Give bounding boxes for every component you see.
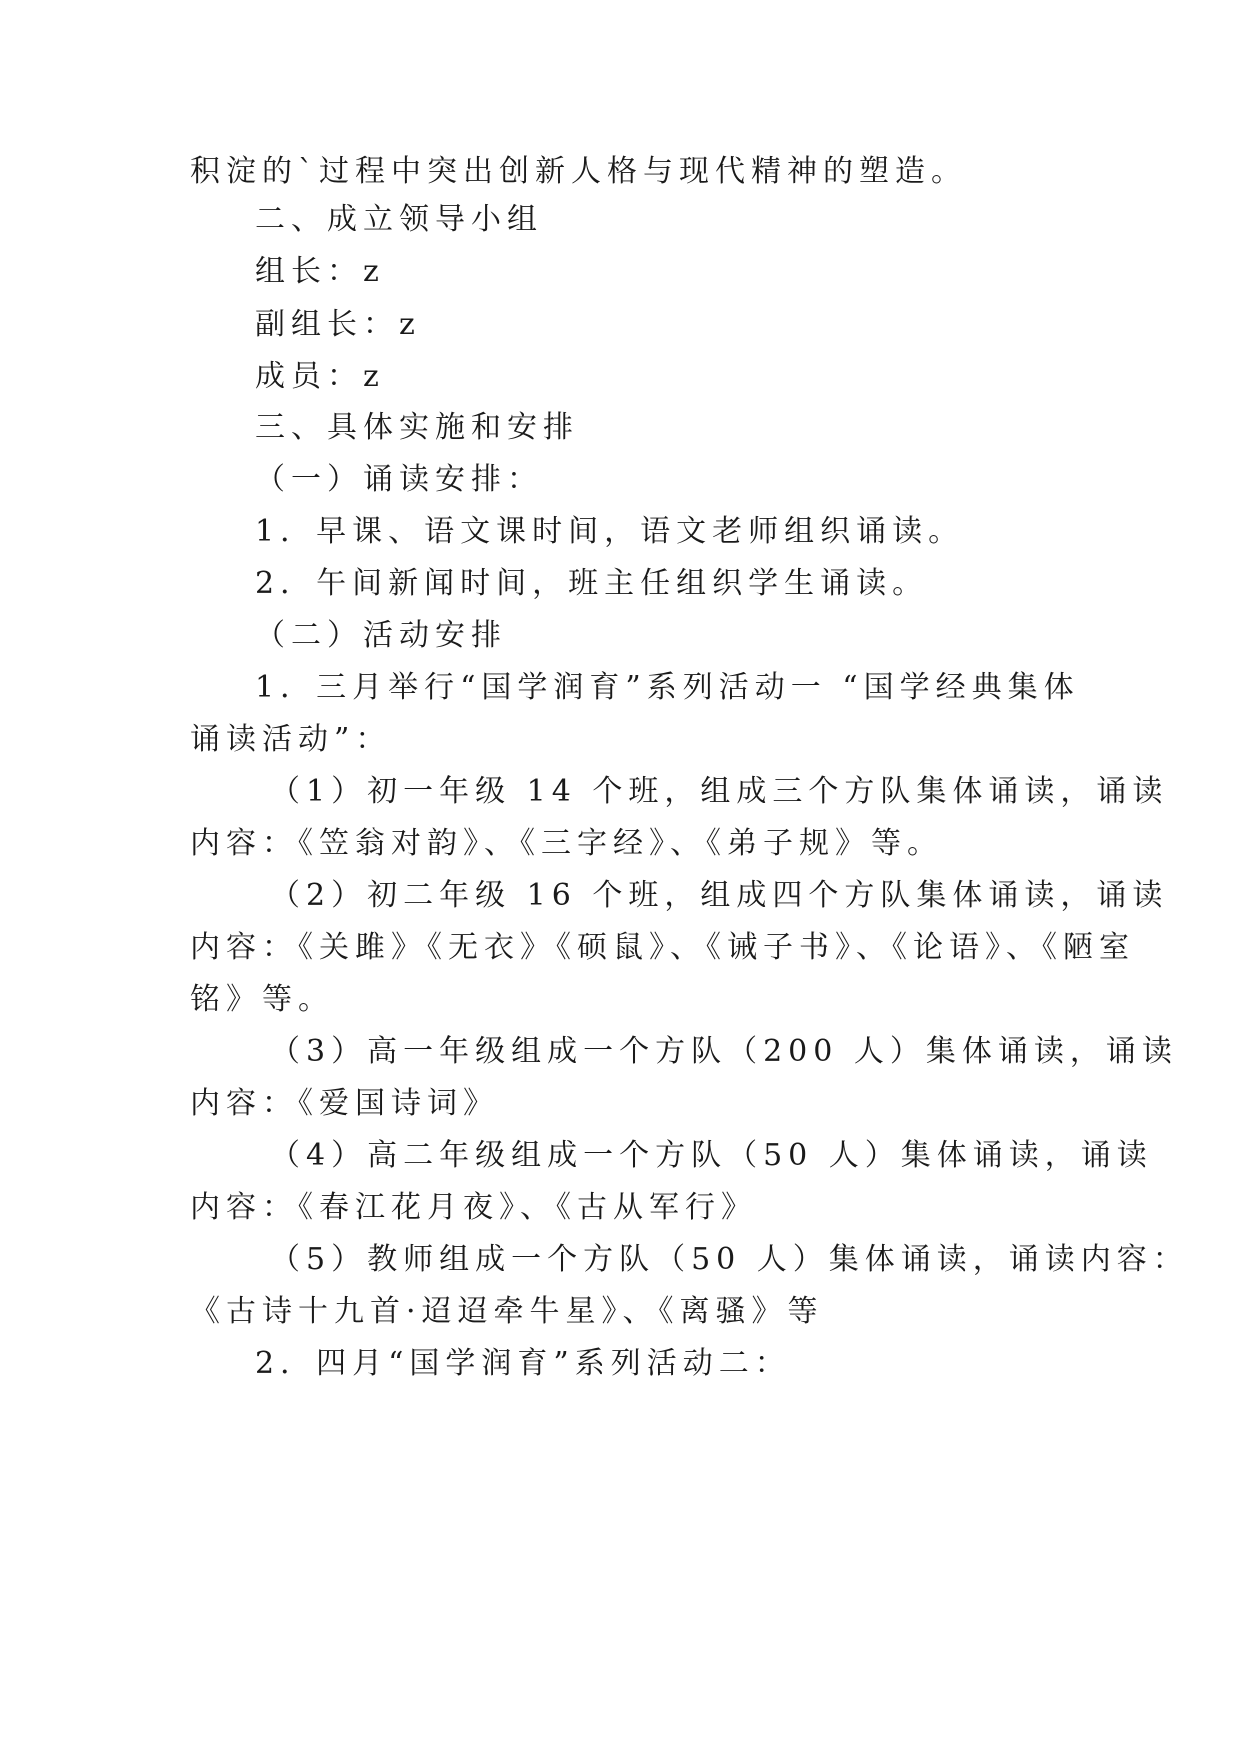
paragraph-line: （4）高二年级组成一个方队（50 人）集体诵读，诵读 (270, 1138, 1153, 1173)
paragraph-line: 2．午间新闻时间，班主任组织学生诵读。 (255, 566, 929, 601)
subsection-heading: （二）活动安排 (255, 618, 507, 653)
paragraph-line: 1．三月举行“国学润育”系列活动一 “国学经典集体 (255, 670, 1080, 705)
subsection-heading: （一）诵读安排： (255, 462, 543, 497)
section-heading: 三、具体实施和安排 (255, 410, 579, 445)
paragraph-line: （5）教师组成一个方队（50 人）集体诵读，诵读内容： (270, 1242, 1189, 1277)
paragraph-line: 成员：z (255, 359, 385, 394)
section-heading: 二、成立领导小组 (255, 202, 543, 237)
paragraph-line: 内容：《爱国诗词》 (190, 1086, 499, 1121)
paragraph-line: 内容：《关雎》《无衣》《硕鼠》、《诫子书》、《论语》、《陋室 (190, 930, 1135, 965)
paragraph-line: 诵读活动”： (190, 722, 392, 757)
paragraph-line: 内容：《笠翁对韵》、《三字经》、《弟子规》等。 (190, 826, 943, 861)
paragraph-line: 副组长：z (255, 307, 421, 342)
paragraph-line: 1．早课、语文课时间，语文老师组织诵读。 (255, 514, 965, 549)
paragraph-line: 铭》等。 (190, 982, 334, 1017)
paragraph-line: （1）初一年级 14 个班，组成三个方队集体诵读，诵读 (270, 774, 1169, 809)
paragraph-line: 组长：z (255, 254, 385, 289)
paragraph-line: 《古诗十九首·迢迢牵牛星》、《离骚》等 (190, 1294, 824, 1329)
paragraph-line: （3）高一年级组成一个方队（200 人）集体诵读，诵读 (270, 1034, 1178, 1069)
paragraph-line: （2）初二年级 16 个班，组成四个方队集体诵读，诵读 (270, 878, 1169, 913)
paragraph-line: 2．四月“国学润育”系列活动二： (255, 1346, 791, 1381)
paragraph-line: 内容：《春江花月夜》、《古从军行》 (190, 1190, 757, 1225)
paragraph-line: 积淀的`过程中突出创新人格与现代精神的塑造。 (190, 154, 967, 189)
